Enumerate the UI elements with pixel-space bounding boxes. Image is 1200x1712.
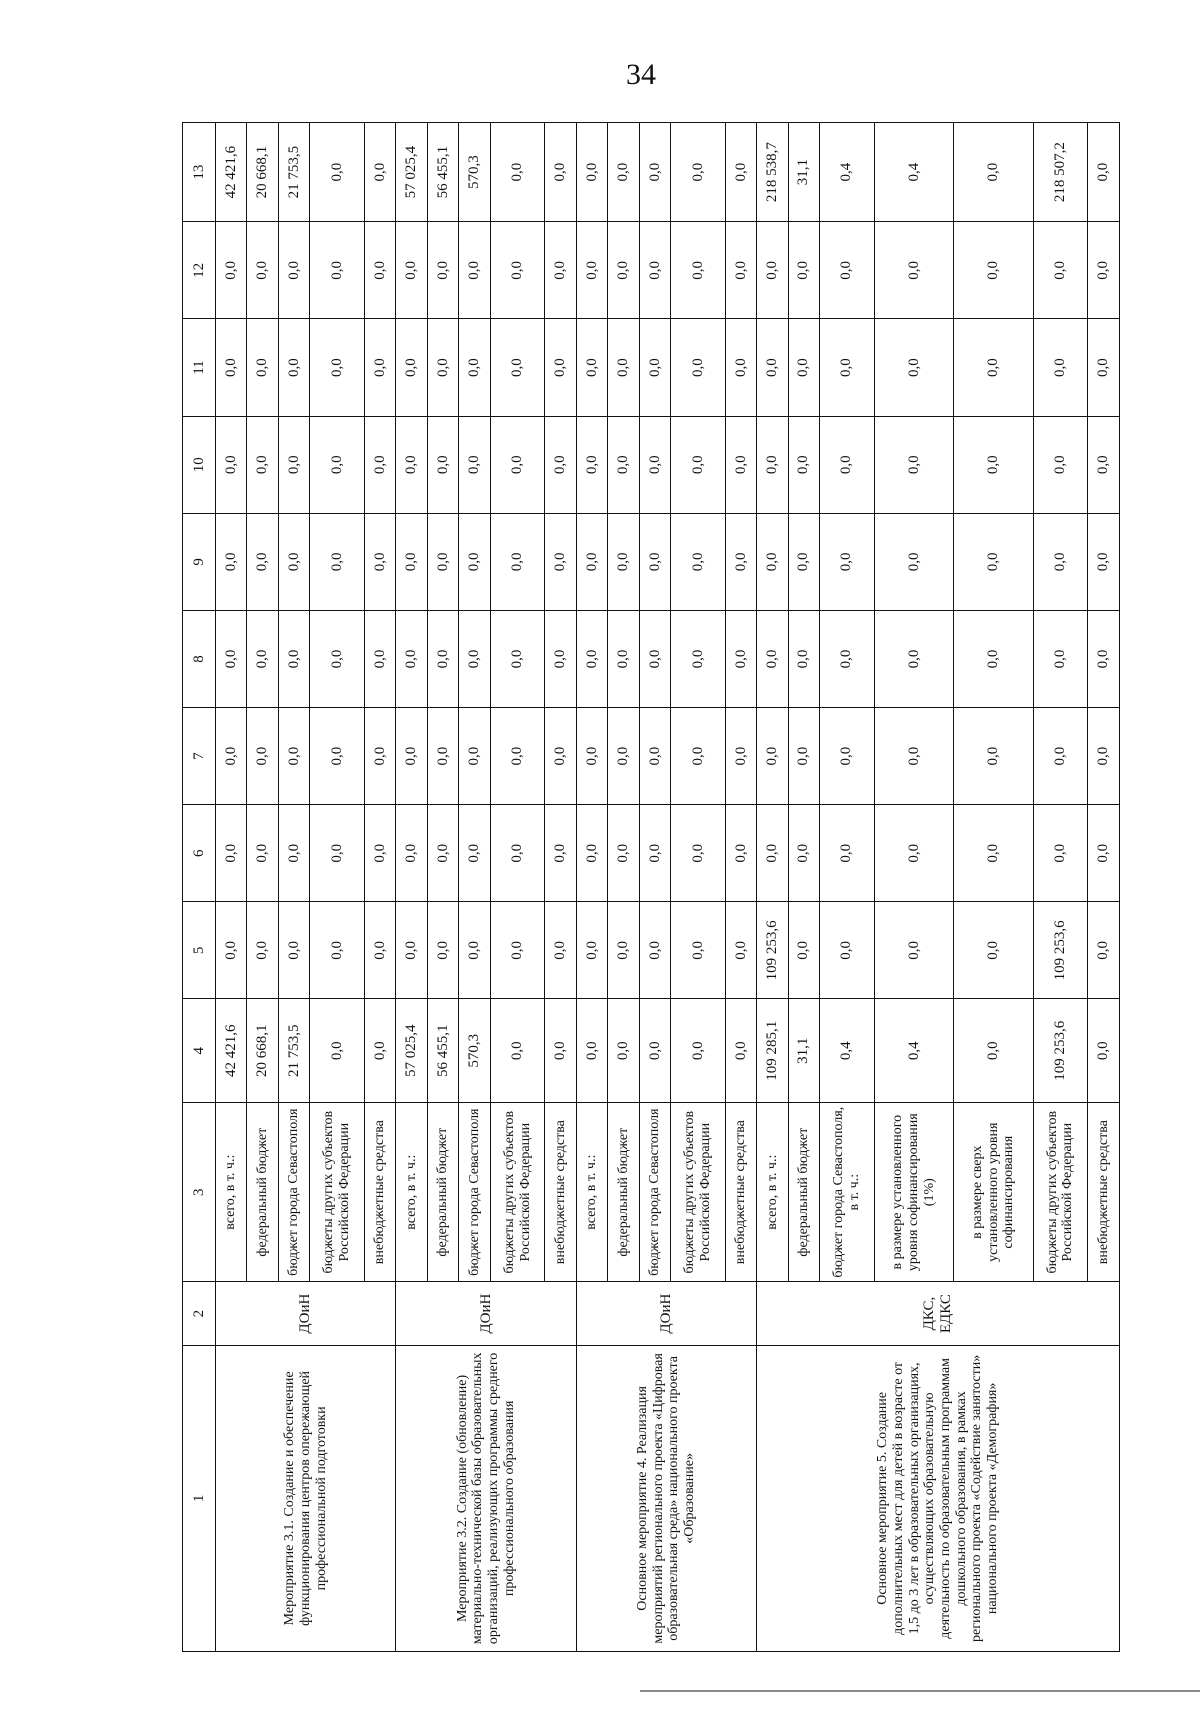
value-cell: 0,0 xyxy=(608,610,639,707)
value-cell: 0,0 xyxy=(1033,222,1088,319)
value-cell: 0,0 xyxy=(820,902,875,999)
value-cell: 0,0 xyxy=(427,708,458,805)
value-cell: 0,0 xyxy=(247,708,278,805)
value-cell: 0,0 xyxy=(396,222,427,319)
value-cell: 0,0 xyxy=(1088,902,1120,999)
value-cell: 0,0 xyxy=(576,902,607,999)
value-cell: 0,0 xyxy=(639,902,670,999)
value-cell: 0,0 xyxy=(954,319,1034,416)
value-cell: 570,3 xyxy=(459,999,490,1102)
total-value-cell: 42 421,6 xyxy=(216,123,247,222)
value-cell: 42 421,6 xyxy=(216,999,247,1102)
value-cell: 0,0 xyxy=(725,902,756,999)
value-cell: 0,0 xyxy=(639,319,670,416)
value-cell: 0,0 xyxy=(247,902,278,999)
value-cell: 0,0 xyxy=(788,222,819,319)
value-cell: 0,0 xyxy=(757,416,788,513)
value-cell: 0,0 xyxy=(757,513,788,610)
value-cell: 109 253,6 xyxy=(1033,902,1088,999)
value-cell: 0,0 xyxy=(1033,513,1088,610)
value-cell: 0,0 xyxy=(820,222,875,319)
value-cell: 0,0 xyxy=(216,805,247,902)
value-cell: 0,0 xyxy=(364,610,395,707)
value-cell: 0,0 xyxy=(490,610,545,707)
funding-source-cell: федеральный бюджет xyxy=(427,1102,458,1282)
header-cell: 7 xyxy=(183,708,216,805)
value-cell: 0,0 xyxy=(490,708,545,805)
value-cell: 0,0 xyxy=(1033,319,1088,416)
rotated-table-container xyxy=(182,122,1120,1652)
header-cell: 9 xyxy=(183,513,216,610)
value-cell: 0,0 xyxy=(216,902,247,999)
value-cell: 31,1 xyxy=(788,999,819,1102)
total-value-cell: 0,0 xyxy=(1088,123,1120,222)
value-cell: 0,0 xyxy=(725,513,756,610)
value-cell: 21 753,5 xyxy=(278,999,309,1102)
value-cell: 0,0 xyxy=(788,319,819,416)
value-cell: 0,0 xyxy=(576,416,607,513)
value-cell: 0,0 xyxy=(820,319,875,416)
value-cell: 0,0 xyxy=(874,902,954,999)
value-cell: 0,0 xyxy=(757,708,788,805)
value-cell: 0,0 xyxy=(364,999,395,1102)
funding-source-cell: бюджет города Севастополя xyxy=(278,1102,309,1282)
value-cell: 0,0 xyxy=(278,805,309,902)
value-cell: 0,0 xyxy=(1088,513,1120,610)
value-cell: 0,0 xyxy=(1088,805,1120,902)
value-cell: 0,0 xyxy=(310,513,365,610)
value-cell: 0,0 xyxy=(278,319,309,416)
value-cell: 0,0 xyxy=(545,416,576,513)
value-cell: 0,0 xyxy=(576,222,607,319)
value-cell: 0,0 xyxy=(364,708,395,805)
value-cell: 0,4 xyxy=(820,999,875,1102)
table-row xyxy=(576,123,607,1652)
total-value-cell: 20 668,1 xyxy=(247,123,278,222)
value-cell: 0,0 xyxy=(216,416,247,513)
value-cell: 0,0 xyxy=(247,610,278,707)
total-value-cell: 0,0 xyxy=(608,123,639,222)
executor-cell: ДОиН xyxy=(216,1282,396,1345)
value-cell: 0,0 xyxy=(671,610,726,707)
total-value-cell: 0,0 xyxy=(671,123,726,222)
value-cell: 0,0 xyxy=(757,222,788,319)
value-cell: 0,0 xyxy=(427,805,458,902)
total-value-cell: 218 538,7 xyxy=(757,123,788,222)
value-cell: 0,0 xyxy=(725,610,756,707)
funding-source-cell: внебюджетные средства xyxy=(1088,1102,1120,1282)
value-cell: 0,0 xyxy=(639,610,670,707)
value-cell: 0,0 xyxy=(427,610,458,707)
value-cell: 0,0 xyxy=(278,222,309,319)
value-cell: 0,0 xyxy=(364,222,395,319)
value-cell: 0,0 xyxy=(874,222,954,319)
value-cell: 0,0 xyxy=(278,902,309,999)
value-cell: 0,0 xyxy=(788,416,819,513)
value-cell: 0,0 xyxy=(1088,222,1120,319)
total-value-cell: 0,0 xyxy=(639,123,670,222)
value-cell: 0,0 xyxy=(490,416,545,513)
total-value-cell: 31,1 xyxy=(788,123,819,222)
value-cell: 0,0 xyxy=(954,902,1034,999)
value-cell: 109 285,1 xyxy=(757,999,788,1102)
measure-name-cell: Основное мероприятие 4. Реализация мероприятий регионального проекта «Цифровая образовательная среда» национального проекта «Образование» xyxy=(576,1345,756,1651)
value-cell: 0,0 xyxy=(576,999,607,1102)
total-value-cell: 0,0 xyxy=(364,123,395,222)
value-cell: 0,0 xyxy=(725,805,756,902)
total-value-cell: 0,0 xyxy=(310,123,365,222)
value-cell: 0,0 xyxy=(788,805,819,902)
value-cell: 0,0 xyxy=(608,708,639,805)
value-cell: 0,0 xyxy=(278,610,309,707)
value-cell: 0,0 xyxy=(545,902,576,999)
page-number: 34 xyxy=(626,58,656,91)
header-cell: 4 xyxy=(183,999,216,1102)
header-cell: 11 xyxy=(183,319,216,416)
value-cell: 0,0 xyxy=(216,513,247,610)
funding-source-cell: бюджеты других субъектов Российской Федерации xyxy=(671,1102,726,1282)
value-cell: 0,0 xyxy=(576,805,607,902)
value-cell: 0,0 xyxy=(545,610,576,707)
value-cell: 0,0 xyxy=(545,222,576,319)
total-value-cell: 57 025,4 xyxy=(396,123,427,222)
value-cell: 0,0 xyxy=(954,416,1034,513)
total-value-cell: 218 507,2 xyxy=(1033,123,1088,222)
measure-name-cell: Мероприятие 3.1. Создание и обеспечение функционирования центров опережающей профессиональной подготовки xyxy=(216,1345,396,1651)
value-cell: 0,0 xyxy=(788,610,819,707)
value-cell: 0,0 xyxy=(490,513,545,610)
funding-source-cell: федеральный бюджет xyxy=(608,1102,639,1282)
value-cell: 0,0 xyxy=(364,805,395,902)
value-cell: 0,0 xyxy=(278,708,309,805)
value-cell: 0,0 xyxy=(874,416,954,513)
measure-name-cell: Основное мероприятие 5. Создание дополнительных мест для детей в возрасте от 1,5 до 3 лет в образовательных организациях, осуществляющих образовательную деятельность по образовательным программам дошкольного образования, в рамках регионального проекта «Содействие занятости» национального проекта «Демография» xyxy=(757,1345,1120,1651)
value-cell: 0,0 xyxy=(490,805,545,902)
value-cell: 0,0 xyxy=(427,902,458,999)
value-cell: 0,0 xyxy=(396,805,427,902)
value-cell: 0,0 xyxy=(545,999,576,1102)
value-cell: 0,0 xyxy=(608,222,639,319)
value-cell: 0,0 xyxy=(1033,416,1088,513)
value-cell: 0,0 xyxy=(639,999,670,1102)
header-cell: 6 xyxy=(183,805,216,902)
total-value-cell: 21 753,5 xyxy=(278,123,309,222)
table-row xyxy=(396,123,427,1652)
funding-source-cell: внебюджетные средства xyxy=(364,1102,395,1282)
total-value-cell: 570,3 xyxy=(459,123,490,222)
footer-rule xyxy=(640,1690,1200,1692)
value-cell: 0,0 xyxy=(576,319,607,416)
value-cell: 0,0 xyxy=(216,610,247,707)
value-cell: 0,0 xyxy=(954,222,1034,319)
value-cell: 0,0 xyxy=(954,999,1034,1102)
value-cell: 0,0 xyxy=(364,416,395,513)
funding-source-cell: бюджеты других субъектов Российской Федерации xyxy=(490,1102,545,1282)
value-cell: 0,0 xyxy=(1033,805,1088,902)
value-cell: 0,0 xyxy=(954,708,1034,805)
value-cell: 109 253,6 xyxy=(1033,999,1088,1102)
value-cell: 0,0 xyxy=(545,708,576,805)
value-cell: 0,0 xyxy=(247,805,278,902)
value-cell: 0,0 xyxy=(639,222,670,319)
table-body xyxy=(183,123,1120,1652)
value-cell: 0,0 xyxy=(364,902,395,999)
value-cell: 0,0 xyxy=(490,319,545,416)
value-cell: 0,0 xyxy=(1033,708,1088,805)
value-cell: 0,0 xyxy=(725,999,756,1102)
value-cell: 0,0 xyxy=(427,319,458,416)
value-cell: 0,0 xyxy=(396,319,427,416)
value-cell: 0,0 xyxy=(490,999,545,1102)
value-cell: 0,0 xyxy=(757,805,788,902)
value-cell: 0,0 xyxy=(396,902,427,999)
value-cell: 0,0 xyxy=(639,805,670,902)
value-cell: 0,0 xyxy=(310,708,365,805)
value-cell: 0,0 xyxy=(1088,708,1120,805)
value-cell: 0,0 xyxy=(725,222,756,319)
header-cell: 1 xyxy=(183,1345,216,1651)
value-cell: 0,0 xyxy=(545,319,576,416)
funding-source-cell: всего, в т. ч.: xyxy=(216,1102,247,1282)
funding-source-cell: всего, в т. ч.: xyxy=(396,1102,427,1282)
value-cell: 0,0 xyxy=(954,805,1034,902)
value-cell: 0,0 xyxy=(820,513,875,610)
header-cell: 3 xyxy=(183,1102,216,1282)
value-cell: 0,0 xyxy=(216,319,247,416)
budget-table xyxy=(182,122,1120,1652)
value-cell: 0,0 xyxy=(459,708,490,805)
value-cell: 0,0 xyxy=(396,416,427,513)
funding-source-cell: бюджет города Севастополя xyxy=(459,1102,490,1282)
header-cell: 12 xyxy=(183,222,216,319)
value-cell: 0,0 xyxy=(247,416,278,513)
value-cell: 0,0 xyxy=(954,513,1034,610)
funding-source-cell: внебюджетные средства xyxy=(725,1102,756,1282)
funding-source-cell: в размере установленного уровня софинансирования (1%) xyxy=(874,1102,954,1282)
header-cell: 8 xyxy=(183,610,216,707)
header-cell: 13 xyxy=(183,123,216,222)
value-cell: 0,4 xyxy=(874,999,954,1102)
value-cell: 0,0 xyxy=(874,513,954,610)
value-cell: 0,0 xyxy=(310,222,365,319)
total-value-cell: 0,4 xyxy=(874,123,954,222)
value-cell: 0,0 xyxy=(788,902,819,999)
value-cell: 0,0 xyxy=(671,999,726,1102)
value-cell: 0,0 xyxy=(310,999,365,1102)
value-cell: 0,0 xyxy=(671,222,726,319)
header-cell: 5 xyxy=(183,902,216,999)
total-value-cell: 0,0 xyxy=(490,123,545,222)
value-cell: 0,0 xyxy=(545,805,576,902)
value-cell: 0,0 xyxy=(1088,319,1120,416)
value-cell: 0,0 xyxy=(671,416,726,513)
value-cell: 0,0 xyxy=(459,319,490,416)
header-cell: 2 xyxy=(183,1282,216,1345)
value-cell: 0,0 xyxy=(278,416,309,513)
value-cell: 109 253,6 xyxy=(757,902,788,999)
funding-source-cell: федеральный бюджет xyxy=(247,1102,278,1282)
value-cell: 0,0 xyxy=(576,513,607,610)
total-value-cell: 0,0 xyxy=(954,123,1034,222)
table-row xyxy=(757,123,788,1652)
header-row xyxy=(183,123,216,1652)
value-cell: 0,0 xyxy=(874,805,954,902)
value-cell: 0,0 xyxy=(608,999,639,1102)
value-cell: 0,0 xyxy=(639,708,670,805)
value-cell: 0,0 xyxy=(820,416,875,513)
measure-name-cell: Мероприятие 3.2. Создание (обновление) материально-технической базы образовательных организаций, реализующих программы среднего профессионального образования xyxy=(396,1345,576,1651)
value-cell: 0,0 xyxy=(874,708,954,805)
value-cell: 0,0 xyxy=(608,416,639,513)
value-cell: 0,0 xyxy=(427,222,458,319)
value-cell: 0,0 xyxy=(364,513,395,610)
value-cell: 0,0 xyxy=(671,805,726,902)
value-cell: 0,0 xyxy=(725,708,756,805)
value-cell: 0,0 xyxy=(310,610,365,707)
funding-source-cell: бюджеты других субъектов Российской Федерации xyxy=(310,1102,365,1282)
value-cell: 0,0 xyxy=(639,513,670,610)
value-cell: 0,0 xyxy=(788,708,819,805)
value-cell: 0,0 xyxy=(757,610,788,707)
value-cell: 0,0 xyxy=(820,708,875,805)
value-cell: 0,0 xyxy=(396,610,427,707)
value-cell: 0,0 xyxy=(1088,999,1120,1102)
total-value-cell: 0,0 xyxy=(725,123,756,222)
header-cell: 10 xyxy=(183,416,216,513)
value-cell: 0,0 xyxy=(671,513,726,610)
value-cell: 0,0 xyxy=(216,222,247,319)
value-cell: 0,0 xyxy=(459,805,490,902)
funding-source-cell: всего, в т. ч.: xyxy=(757,1102,788,1282)
value-cell: 56 455,1 xyxy=(427,999,458,1102)
value-cell: 0,0 xyxy=(757,319,788,416)
value-cell: 0,0 xyxy=(725,319,756,416)
value-cell: 0,0 xyxy=(788,513,819,610)
value-cell: 0,0 xyxy=(608,319,639,416)
value-cell: 0,0 xyxy=(247,513,278,610)
value-cell: 0,0 xyxy=(247,319,278,416)
value-cell: 0,0 xyxy=(1033,610,1088,707)
value-cell: 0,0 xyxy=(576,610,607,707)
value-cell: 0,0 xyxy=(874,610,954,707)
funding-source-cell: всего, в т. ч.: xyxy=(576,1102,607,1282)
value-cell: 0,0 xyxy=(310,416,365,513)
value-cell: 0,0 xyxy=(459,513,490,610)
value-cell: 0,0 xyxy=(608,513,639,610)
funding-source-cell: федеральный бюджет xyxy=(788,1102,819,1282)
value-cell: 0,0 xyxy=(310,319,365,416)
funding-source-cell: бюджет города Севастополя, в т. ч.: xyxy=(820,1102,875,1282)
executor-cell: ДКС, ЕДКС xyxy=(757,1282,1120,1345)
value-cell: 0,0 xyxy=(874,319,954,416)
value-cell: 0,0 xyxy=(364,319,395,416)
value-cell: 0,0 xyxy=(490,902,545,999)
value-cell: 0,0 xyxy=(427,416,458,513)
value-cell: 0,0 xyxy=(1088,416,1120,513)
total-value-cell: 0,0 xyxy=(576,123,607,222)
value-cell: 0,0 xyxy=(954,610,1034,707)
total-value-cell: 0,0 xyxy=(545,123,576,222)
value-cell: 0,0 xyxy=(459,610,490,707)
value-cell: 0,0 xyxy=(608,805,639,902)
value-cell: 0,0 xyxy=(427,513,458,610)
executor-cell: ДОиН xyxy=(396,1282,576,1345)
total-value-cell: 56 455,1 xyxy=(427,123,458,222)
value-cell: 0,0 xyxy=(671,319,726,416)
value-cell: 0,0 xyxy=(820,610,875,707)
value-cell: 0,0 xyxy=(671,708,726,805)
value-cell: 0,0 xyxy=(310,902,365,999)
funding-source-cell: бюджеты других субъектов Российской Федерации xyxy=(1033,1102,1088,1282)
funding-source-cell: бюджет города Севастополя xyxy=(639,1102,670,1282)
total-value-cell: 0,4 xyxy=(820,123,875,222)
value-cell: 0,0 xyxy=(310,805,365,902)
value-cell: 0,0 xyxy=(396,708,427,805)
funding-source-cell: внебюджетные средства xyxy=(545,1102,576,1282)
value-cell: 0,0 xyxy=(545,513,576,610)
value-cell: 57 025,4 xyxy=(396,999,427,1102)
value-cell: 0,0 xyxy=(278,513,309,610)
value-cell: 0,0 xyxy=(820,805,875,902)
value-cell: 0,0 xyxy=(576,708,607,805)
value-cell: 0,0 xyxy=(725,416,756,513)
value-cell: 0,0 xyxy=(247,222,278,319)
value-cell: 0,0 xyxy=(671,902,726,999)
value-cell: 0,0 xyxy=(459,902,490,999)
funding-source-cell: в размере сверх установленного уровня софинансирования xyxy=(954,1102,1034,1282)
value-cell: 0,0 xyxy=(459,222,490,319)
value-cell: 20 668,1 xyxy=(247,999,278,1102)
value-cell: 0,0 xyxy=(459,416,490,513)
value-cell: 0,0 xyxy=(639,416,670,513)
value-cell: 0,0 xyxy=(490,222,545,319)
table-row xyxy=(216,123,247,1652)
value-cell: 0,0 xyxy=(608,902,639,999)
executor-cell: ДОиН xyxy=(576,1282,756,1345)
value-cell: 0,0 xyxy=(396,513,427,610)
value-cell: 0,0 xyxy=(1088,610,1120,707)
value-cell: 0,0 xyxy=(216,708,247,805)
